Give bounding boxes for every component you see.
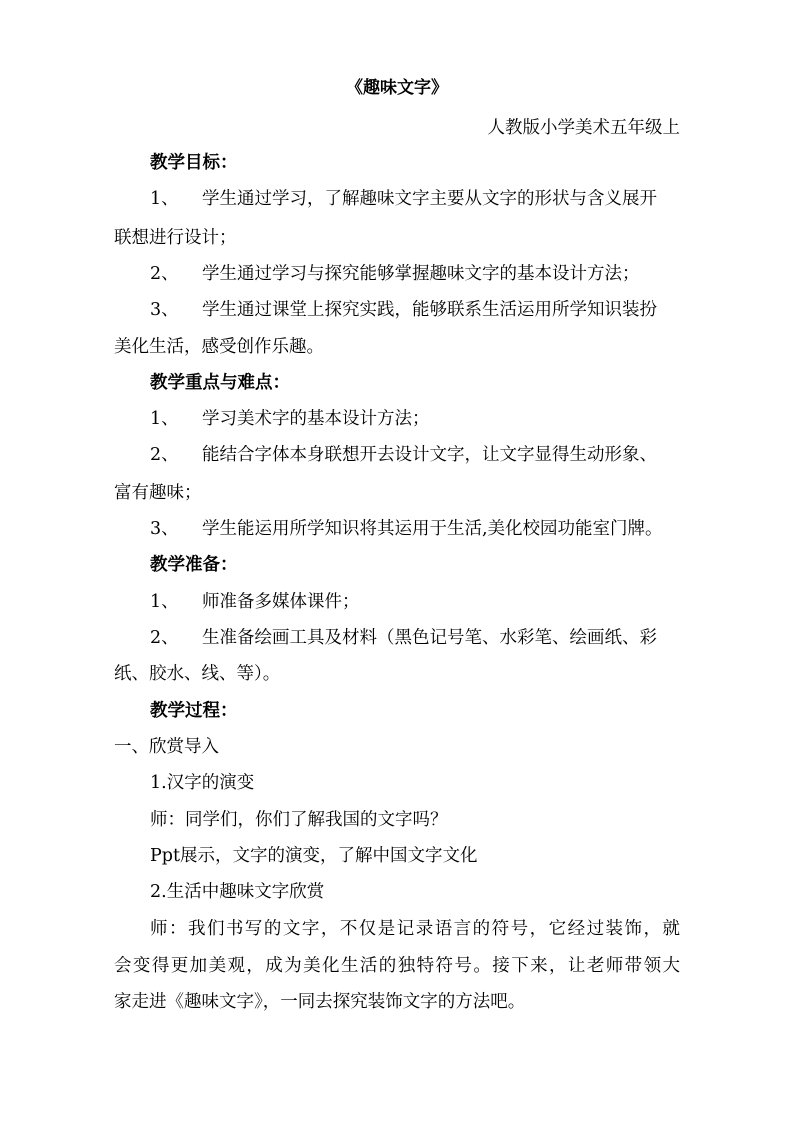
focus-item-2-text: 能结合字体本身联想开去设计文字，让文字显得生动形象、 (202, 445, 657, 465)
prep-item-2-cont: 纸、胶水、线、等）。 (114, 664, 281, 684)
prep-item-2-text: 生准备绘画工具及材料（黑色记号笔、水彩笔、绘画纸、彩 (202, 628, 657, 648)
focus-item-1-num: 1、 (150, 409, 179, 429)
goal-item-3 (150, 298, 657, 322)
doc-title: 《趣味文字》 (346, 78, 448, 98)
ppt-line: Ppt展示，文字的演变，了解中国文字文化 (150, 846, 478, 866)
goal-item-2-num: 2、 (150, 264, 179, 284)
goals-heading: 教学目标： (150, 153, 238, 173)
prep-item-2 (150, 626, 657, 650)
focus-item-1-text: 学习美术字的基本设计方法； (202, 409, 430, 429)
focus-item-2-num: 2、 (150, 445, 179, 465)
focus-item-2 (150, 443, 657, 467)
prep-item-1 (150, 590, 360, 614)
prep-heading: 教学准备： (150, 555, 238, 575)
focus-item-1 (150, 407, 430, 431)
focus-item-3-num: 3、 (150, 519, 179, 539)
goal-item-1 (150, 187, 657, 211)
focus-item-3 (150, 517, 663, 541)
goal-item-3-num: 3、 (150, 300, 179, 320)
focus-item-2-cont: 富有趣味； (114, 483, 202, 503)
subsection-1: 1.汉字的演变 (150, 773, 255, 793)
goal-item-3-text: 学生通过课堂上探究实践，能够联系生活运用所学知识装扮 (202, 300, 657, 320)
paragraph-line-3: 家走进《趣味文字》，一同去探究装饰文字的方法吧。 (114, 992, 526, 1012)
section-one-heading: 一、欣赏导入 (114, 737, 219, 757)
goal-item-1-cont: 联想进行设计； (114, 228, 237, 248)
focus-heading: 教学重点与难点： (150, 373, 290, 393)
goal-item-2-text: 学生通过学习与探究能够掌握趣味文字的基本设计方法； (202, 264, 640, 284)
paragraph-line-2: 会变得更加美观，成为美化生活的独特符号。接下来，让老师带领大 (114, 956, 680, 976)
goal-item-1-num: 1、 (150, 189, 179, 209)
prep-item-1-num: 1、 (150, 592, 179, 612)
goal-item-2 (150, 262, 640, 286)
goal-item-1-text: 学生通过学习，了解趣味文字主要从文字的形状与含义展开 (202, 189, 657, 209)
prep-item-1-text: 师准备多媒体课件； (202, 592, 360, 612)
process-heading: 教学过程： (150, 701, 238, 721)
prep-item-2-num: 2、 (150, 628, 179, 648)
paragraph-line-1: 师：我们书写的文字，不仅是记录语言的符号，它经过装饰，就 (150, 919, 680, 939)
teacher-question: 师：同学们，你们了解我国的文字吗？ (150, 810, 448, 830)
focus-item-3-text: 学生能运用所学知识将其运用于生活,美化校园功能室门牌。 (202, 519, 663, 539)
doc-subtitle: 人教版小学美术五年级上 (487, 118, 680, 138)
goal-item-3-cont: 美化生活，感受创作乐趣。 (114, 337, 324, 357)
subsection-2: 2.生活中趣味文字欣赏 (150, 882, 325, 902)
